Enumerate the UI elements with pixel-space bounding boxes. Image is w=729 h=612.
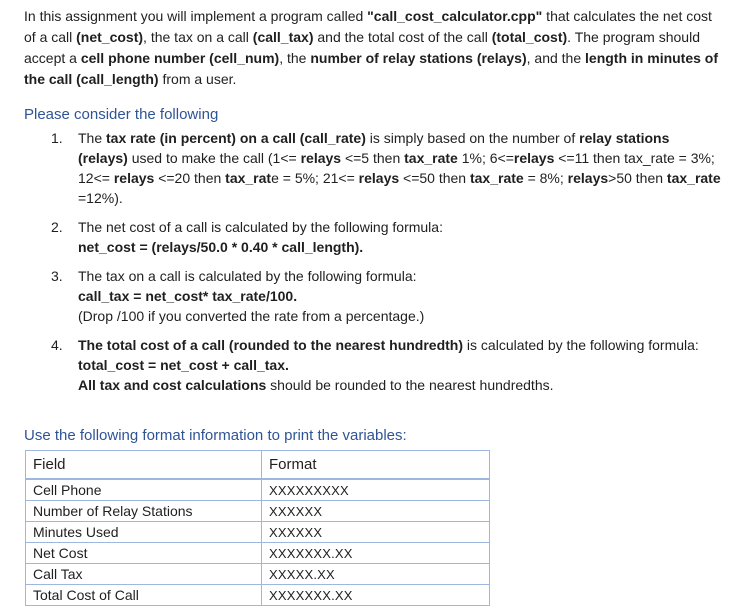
intro-text: . The program should accept a xyxy=(24,29,700,66)
item-text: should be rounded to the nearest hundredths. xyxy=(266,377,554,393)
field-cell: Net Cost xyxy=(26,543,262,564)
intro-text: from a user. xyxy=(158,71,237,87)
table-row xyxy=(26,522,490,543)
format-cell: XXXXXXX.XX xyxy=(262,585,490,606)
item-text: <=5 then xyxy=(341,150,405,166)
item-bold: relay stations (relays) xyxy=(78,130,670,166)
intro-paragraph xyxy=(24,6,724,90)
list-item-number: 4. xyxy=(51,337,63,353)
formula-net-cost: net_cost = (relays/50.0 * 0.40 * call_length). xyxy=(78,239,364,255)
intro-cell-num: cell phone number (cell_num) xyxy=(80,50,280,66)
column-header-field: Field xyxy=(26,451,262,480)
table-row xyxy=(26,543,490,564)
item-text: used to make the call (1<= xyxy=(127,150,301,166)
list-item-number: 3. xyxy=(51,268,63,284)
table-row xyxy=(26,564,490,585)
list-item xyxy=(51,128,723,208)
item-text: =12%). xyxy=(78,190,123,206)
item-text: = 8%; xyxy=(523,170,568,186)
intro-filename: "call_cost_calculator.cpp" xyxy=(367,8,543,24)
list-item-number: 2. xyxy=(51,219,63,235)
item-text: is calculated by the following formula: xyxy=(463,337,699,353)
list-item-number: 1. xyxy=(51,130,63,146)
table-row xyxy=(26,479,490,501)
item-text: e = 5%; 21<= xyxy=(271,170,359,186)
item-text: <=11 then tax_rate = 3%; 12<= xyxy=(78,150,715,186)
item-bold: relays xyxy=(300,150,342,166)
item-bold: relays xyxy=(513,150,555,166)
item-text: is simply based on the number of xyxy=(365,130,580,146)
formula-note: (Drop /100 if you converted the rate from a percentage.) xyxy=(78,308,425,324)
formula-total-cost: total_cost = net_cost + call_tax. xyxy=(78,357,289,373)
item-bold: tax_rate xyxy=(404,150,458,166)
item-text: >50 then xyxy=(608,170,667,186)
table-row xyxy=(26,501,490,522)
formula-description: The net cost of a call is calculated by the following formula: xyxy=(78,219,443,235)
item-text: <=50 then xyxy=(399,170,470,186)
field-cell: Cell Phone xyxy=(26,479,262,501)
list-item xyxy=(51,266,723,326)
intro-text: , and the xyxy=(526,50,586,66)
section-heading-format: Use the following format information to print the variables: xyxy=(24,427,407,444)
format-cell: XXXXXXX.XX xyxy=(262,543,490,564)
item-bold: All tax and cost calculations xyxy=(78,377,267,393)
intro-total-cost: (total_cost) xyxy=(491,29,568,45)
item-bold: tax_rate xyxy=(666,170,721,186)
intro-text: that calculates the net cost of a call xyxy=(24,8,712,45)
format-cell: XXXXXX xyxy=(262,501,490,522)
intro-call-length: length in minutes of the call (call_length) xyxy=(24,50,719,87)
requirements-list xyxy=(51,128,723,404)
format-cell: XXXXXXXXX xyxy=(262,479,490,501)
section-heading-consider: Please consider the following xyxy=(24,106,219,123)
intro-text: , the xyxy=(279,50,311,66)
item-bold: The total cost of a call (rounded to the nearest hundredth) xyxy=(78,337,464,353)
item-bold: tax_rat xyxy=(225,170,272,186)
table-header-row xyxy=(26,451,490,480)
list-item xyxy=(51,335,723,395)
format-cell: XXXXX.XX xyxy=(262,564,490,585)
column-header-format: Format xyxy=(262,451,490,480)
format-table xyxy=(25,450,490,606)
item-bold: relays xyxy=(567,170,609,186)
list-item xyxy=(51,217,723,257)
item-bold: tax rate (in percent) on a call (call_rate) xyxy=(106,130,366,146)
field-cell: Call Tax xyxy=(26,564,262,585)
item-text: The xyxy=(78,130,107,146)
format-cell: XXXXXX xyxy=(262,522,490,543)
intro-text: and the total cost of the call xyxy=(313,29,492,45)
item-bold: relays xyxy=(358,170,400,186)
table-row xyxy=(26,585,490,606)
intro-text: In this assignment you will implement a program called xyxy=(24,8,368,24)
formula-call-tax: call_tax = net_cost* tax_rate/100. xyxy=(78,288,298,304)
intro-text: , the tax on a call xyxy=(143,29,253,45)
field-cell: Number of Relay Stations xyxy=(26,501,262,522)
field-cell: Minutes Used xyxy=(26,522,262,543)
intro-net-cost: (net_cost) xyxy=(76,29,144,45)
item-bold: tax_rate xyxy=(469,170,524,186)
intro-relays: number of relay stations (relays) xyxy=(310,50,527,66)
field-cell: Total Cost of Call xyxy=(26,585,262,606)
intro-call-tax: (call_tax) xyxy=(252,29,314,45)
item-bold: relays xyxy=(113,170,155,186)
item-text: <=20 then xyxy=(154,170,226,186)
formula-description: The tax on a call is calculated by the following formula: xyxy=(78,268,417,284)
item-text: 1%; 6<= xyxy=(457,150,514,166)
